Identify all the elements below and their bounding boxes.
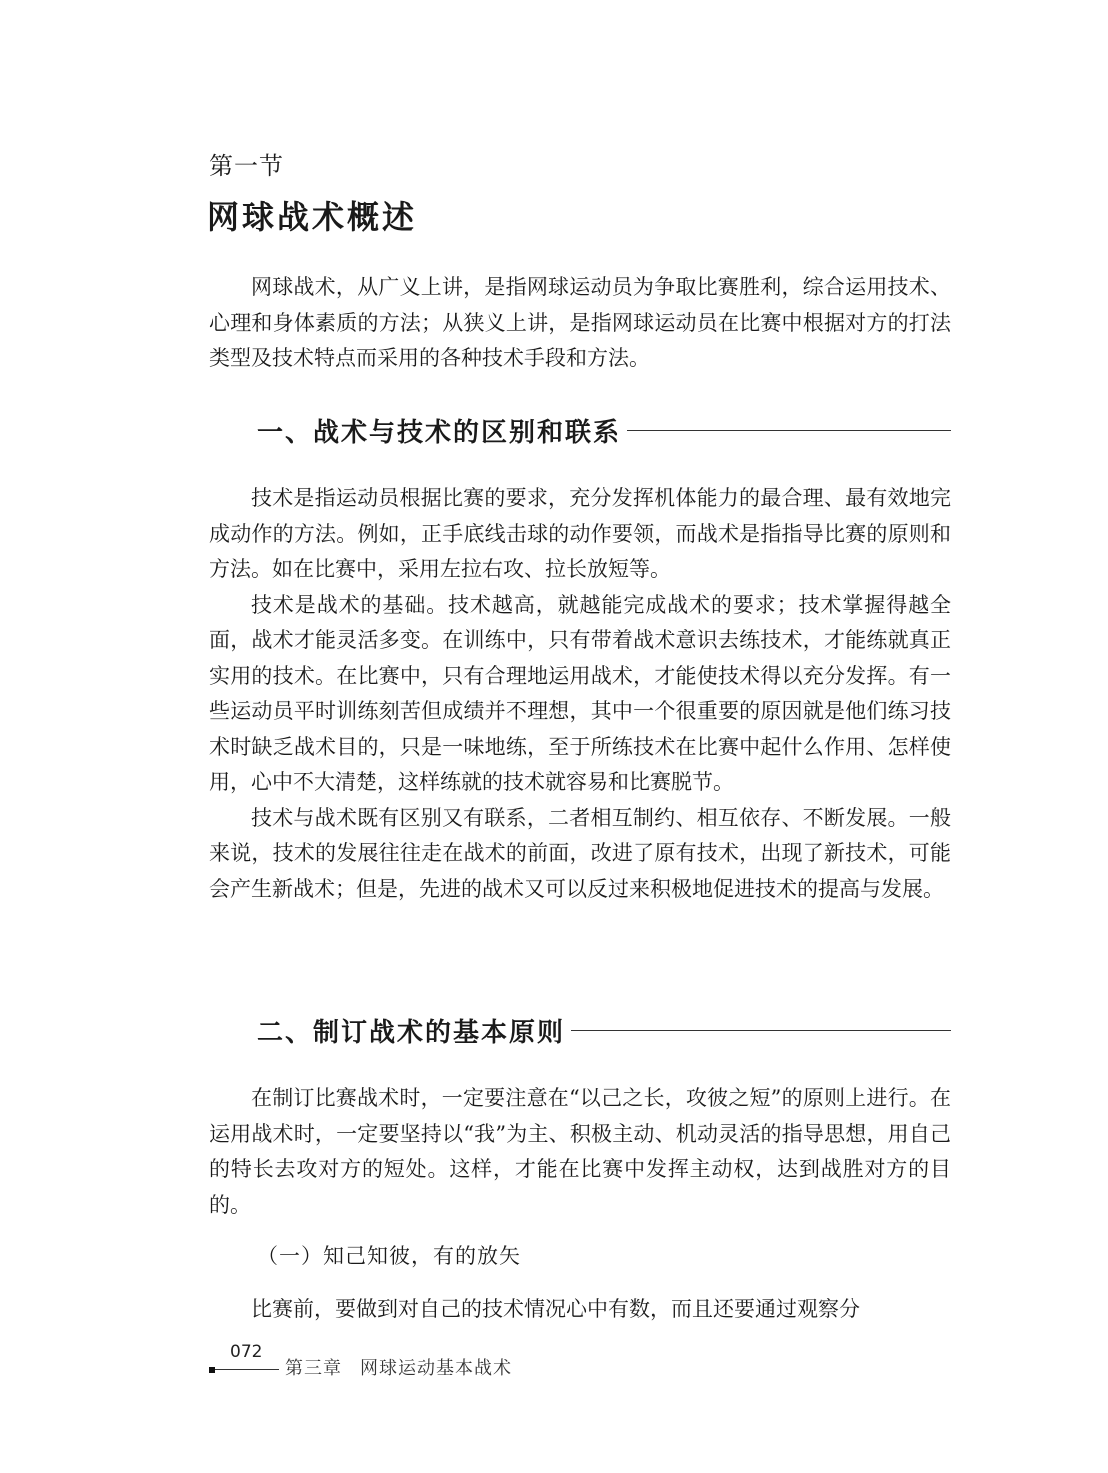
footer-rule — [215, 1369, 279, 1370]
part1-heading-text: 一、战术与技术的区别和联系 — [257, 418, 622, 448]
paragraph: 在制订比赛战术时，一定要注意在“以己之长，攻彼之短”的原则上进行。在运用战术时，一定要坚持以“我”为主、积极主动、机动灵活的指导思想，用自己的特长去攻对方的短处。这样，才能在比赛中发挥主动权，达到战胜对方的目的。 — [209, 1086, 951, 1217]
heading-rule — [627, 430, 951, 431]
footer-chapter — [285, 1354, 512, 1380]
section-title: 网球战术概述 — [207, 198, 418, 236]
part2-heading-text: 二、制订战术的基本原则 — [257, 1018, 566, 1048]
intro-paragraph: 网球战术，从广义上讲，是指网球运动员为争取比赛胜利，综合运用技术、心理和身体素质的方法；从狭义上讲，是指网球运动员在比赛中根据对方的打法类型及技术特点而采用的各种技术手段和方法。 — [209, 275, 951, 370]
page-footer — [209, 1342, 609, 1382]
part2-sub-text — [209, 1292, 951, 1328]
intro-text — [209, 270, 951, 377]
paragraph: 比赛前，要做到对自己的技术情况心中有数，而且还要通过观察分 — [251, 1297, 860, 1321]
page-number: 072 — [230, 1342, 263, 1362]
footer-marker — [209, 1367, 215, 1373]
part1-text — [209, 481, 951, 907]
paragraph: 技术与战术既有区别又有联系，二者相互制约、相互依存、不断发展。一般来说，技术的发展往往走在战术的前面，改进了原有技术，出现了新技术，可能会产生新战术；但是，先进的战术又可以反过来积极地促进技术的提高与发展。 — [209, 805, 951, 901]
chapter-number: 第三章 — [285, 1358, 342, 1379]
part1-heading — [257, 412, 951, 449]
paragraph: 技术是战术的基础。技术越高，就越能完成战术的要求；技术掌握得越全面，战术才能灵活多变。在训练中，只有带着战术意识去练技术，才能练就真正实用的技术。在比赛中，只有合理地运用战术，才能使技术得以充分发挥。有一些运动员平时训练刻苦但成绩并不理想，其中一个很重要的原因就是他们练习技术时缺乏战术目的，只是一味地练，至于所练技术在比赛中起什么作用、怎样使用，心中不大清楚，这样练就的技术就容易和比赛脱节。 — [209, 592, 951, 794]
heading-rule — [571, 1030, 951, 1031]
sub-heading: （一）知己知彼，有的放矢 — [257, 1244, 521, 1268]
section-label: 第一节 — [209, 152, 284, 180]
chapter-title: 网球运动基本战术 — [360, 1358, 512, 1379]
paragraph: 技术是指运动员根据比赛的要求，充分发挥机体能力的最合理、最有效地完成动作的方法。例如，正手底线击球的动作要领，而战术是指指导比赛的原则和方法。如在比赛中，采用左拉右攻、拉长放短等。 — [209, 486, 951, 581]
part2-text — [209, 1081, 951, 1223]
part2-heading — [257, 1012, 951, 1049]
